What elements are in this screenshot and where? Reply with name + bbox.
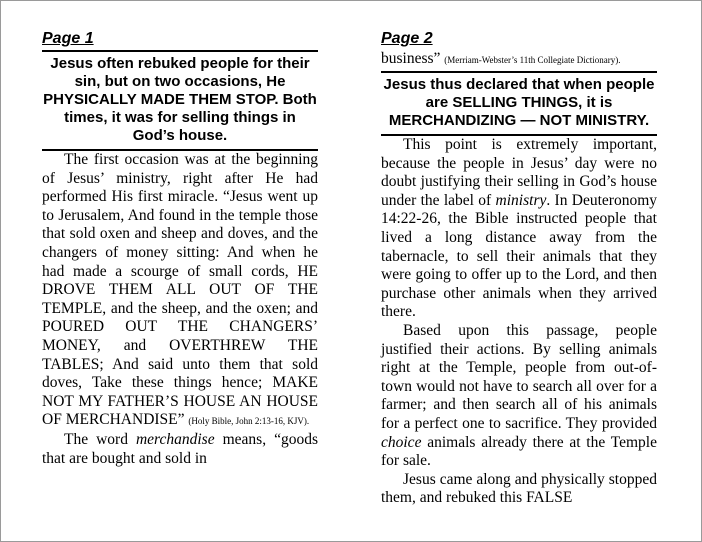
emphasized-word: ministry: [495, 191, 547, 209]
page-2-paragraph-3: [381, 471, 657, 508]
page-1-callout: Jesus often rebuked people for their sin, but on two occasions, He PHYSICALLY MADE THEM STOP. Both times, it was for selling things in God’s house.: [43, 55, 317, 144]
page-1-column: [42, 30, 318, 468]
page-2-body: [381, 136, 657, 508]
page-2-callout: Jesus thus declared that when people are SELLING THINGS, it is MERCHANDIZING — NOT MINISTRY.: [383, 76, 655, 129]
page-2-continuation: [381, 50, 657, 69]
paragraph-text: The first occasion was at the beginning of Jesus’ ministry, right after He had performed His first miracle. “Jesus went up to Jerusalem, And found in the temple those that sold oxen and sheep and doves, and the changers of money sitting: And when he had made a scourge of small cords, HE DROVE THEM ALL OUT OF THE TEMPLE, and the sheep, and the oxen; and POURED OUT THE CHANGERS’ MONEY, and OVERTHREW THE TABLES; And said unto them that sold doves, Take these things hence; MAKE NOT MY FATHER’S HOUSE AN HOUSE OF MERCHANDISE”: [42, 151, 318, 429]
emphasized-word: merchandise: [135, 430, 215, 448]
page-1-paragraph-2: [42, 431, 318, 468]
page-2-paragraph-2: [381, 322, 657, 471]
paragraph-text: animals already there at the Temple for sale.: [381, 433, 657, 470]
continued-text: business”: [381, 50, 441, 67]
page-1-body: [42, 151, 318, 468]
paragraph-text: Based upon this passage, people justified their actions. By selling animals right at the Temple, people from out-of-town would not have to search all over for a farmer; and then search all of his animals for a perfect one to sacrifice. They provided: [381, 321, 657, 432]
paragraph-text: The word: [64, 430, 136, 448]
scripture-citation: (Holy Bible, John 2:13-16, KJV).: [188, 416, 310, 427]
emphasized-word: choice: [381, 433, 422, 451]
paragraph-text: Jesus came along and physically stopped them, and rebuked this FALSE: [381, 470, 657, 507]
dictionary-citation: (Merriam-Webster’s 11th Collegiate Dictionary).: [444, 55, 621, 65]
page-2-label: Page 2: [381, 30, 433, 47]
paragraph-text: means, “goods that are bought and sold in: [42, 430, 319, 467]
page-2-column: [381, 30, 657, 508]
page-1-paragraph-1: [42, 151, 318, 431]
paragraph-text: This point is extremely important, because the people in Jesus’ day were no doubt justifying their selling in God’s house under the label of: [381, 136, 657, 209]
page-1-label: Page 1: [42, 30, 94, 47]
paragraph-text: . In Deuteronomy 14:22-26, the Bible instructed people that lived a long distance away from the tabernacle, to sell their animals that they were going to offer up to the Lord, and then purchase other animals when they arrived there.: [381, 191, 658, 321]
page-2-paragraph-1: [381, 136, 657, 322]
